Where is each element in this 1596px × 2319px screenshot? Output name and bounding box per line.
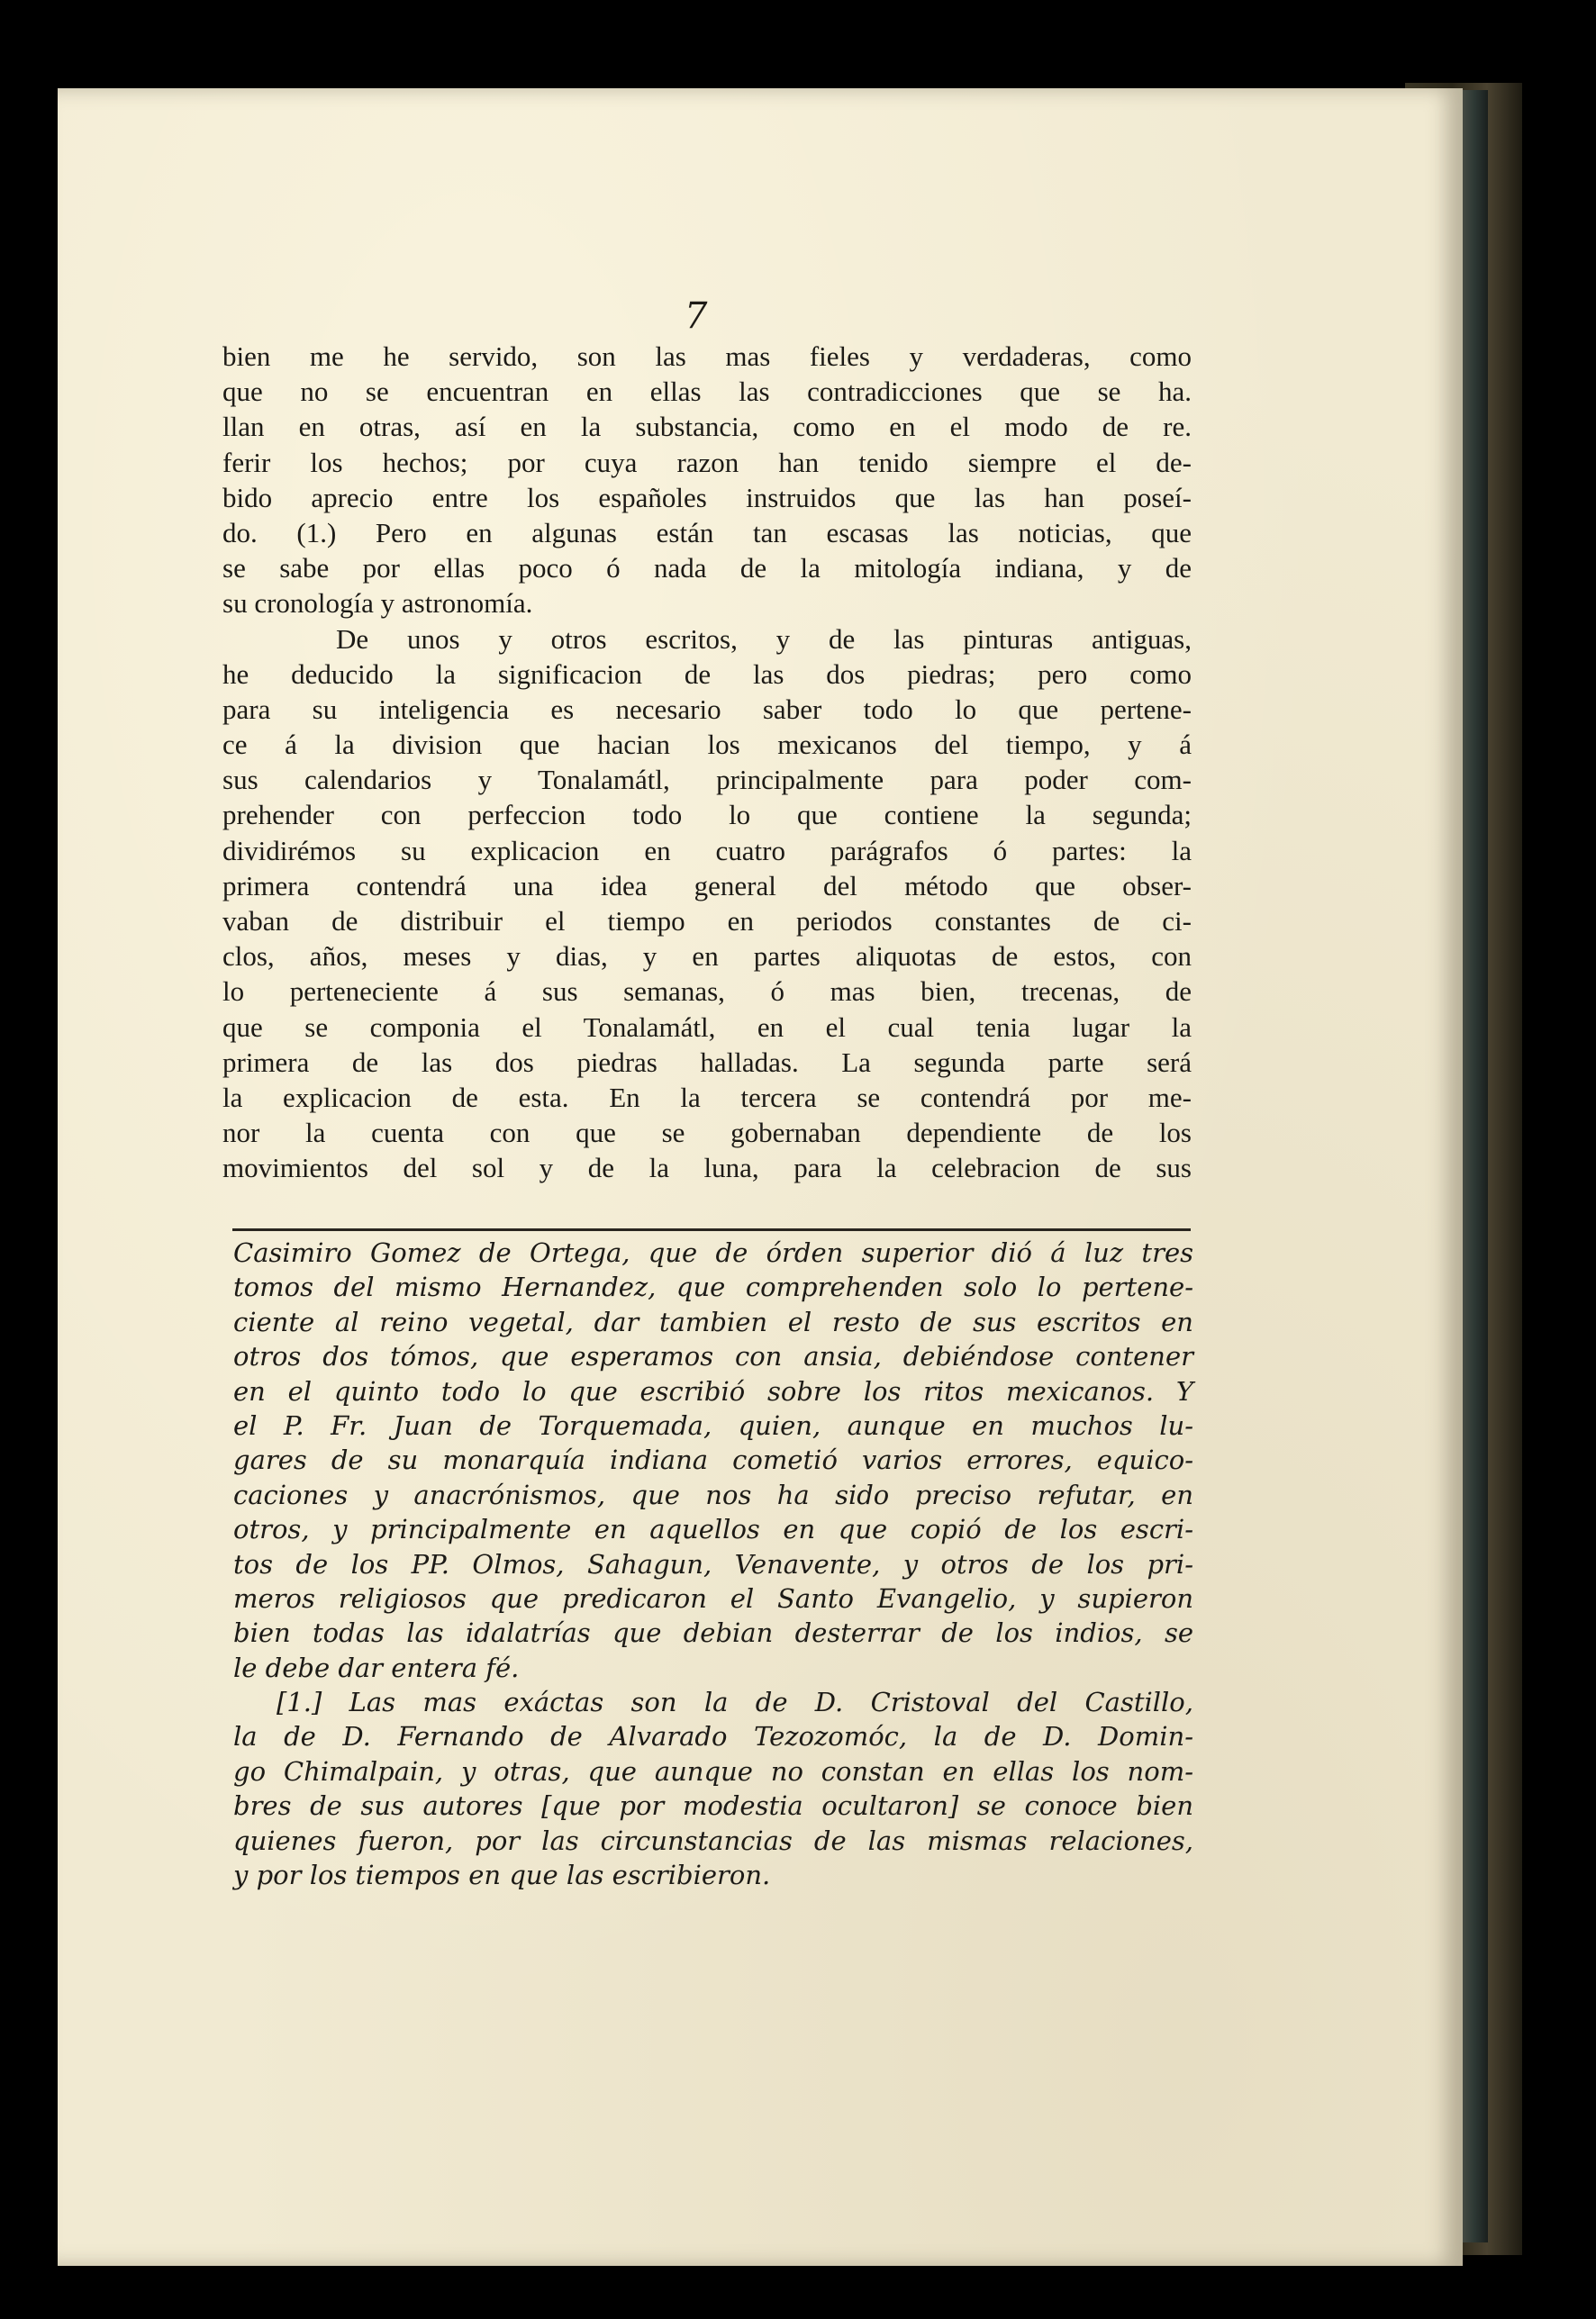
page-number: 7	[685, 295, 708, 337]
text-line: bido aprecio entre los españoles instruidos que las han poseí-	[222, 481, 1192, 513]
footnote-line: go Chimalpain, y otras, que aunque no constan en ellas los nom-	[233, 1755, 1193, 1787]
footnote-line: ciente al reino vegetal, dar tambien el resto de sus escritos en	[233, 1306, 1193, 1337]
text-line: primera de las dos piedras halladas. La segunda parte será	[222, 1046, 1192, 1078]
footnote-line: y por los tiempos en que las escribieron.	[233, 1860, 771, 1891]
text-line: ferir los hechos; por cuya razon han tenido siempre el de-	[222, 446, 1192, 478]
text-line: bien me he servido, son las mas fieles y verdaderas, como	[222, 340, 1192, 372]
text-line: clos, años, meses y dias, y en partes aliquotas de estos, con	[222, 940, 1192, 973]
text-line: prehender con perfeccion todo lo que contiene la segunda;	[222, 799, 1192, 831]
footnote-line: meros religiosos que predicaron el Santo Evangelio, y supieron	[233, 1582, 1193, 1614]
footnote-line: otros dos tómos, que esperamos con ansia, debiéndose contener	[233, 1341, 1193, 1372]
text-line: la explicacion de esta. En la tercera se contendrá por me-	[222, 1081, 1192, 1113]
footnote-line: gares de su monarquía indiana cometió varios errores, equico-	[233, 1445, 1193, 1476]
text-line: dividirémos su explicacion en cuatro parágrafos ó partes: la	[222, 834, 1192, 866]
footnotes	[233, 1236, 1193, 1892]
footnote-line: Casimiro Gomez de Ortega, que de órden superior dió á luz tres	[233, 1237, 1193, 1268]
text-line: lo perteneciente á sus semanas, ó mas bien, trecenas, de	[222, 975, 1192, 1008]
text-line: su cronología y astronomía.	[222, 587, 533, 620]
footnote-line: tomos del mismo Hernandez, que comprehenden solo lo pertene-	[233, 1272, 1193, 1303]
footnote-line: en el quinto todo lo que escribió sobre los ritos mexicanos. Y	[233, 1375, 1193, 1407]
text-line: que se componia el Tonalamátl, en el cual tenia lugar la	[222, 1010, 1192, 1043]
footnote-line: le debe dar entera fé.	[233, 1652, 520, 1683]
footnote-start-line: [1.] Las mas exáctas son la de D. Cristoval del Castillo,	[277, 1687, 1193, 1718]
text-line: do. (1.) Pero en algunas están tan escasas las noticias, que	[222, 516, 1192, 548]
footnote-line: caciones y anacrónismos, que nos ha sido preciso refutar, en	[233, 1479, 1193, 1510]
text-line: que no se encuentran en ellas las contradicciones que se ha.	[222, 376, 1192, 408]
text-line: vaban de distribuir el tiempo en periodos constantes de ci-	[222, 905, 1192, 937]
text-line: llan en otras, así en la substancia, como en el modo de re.	[222, 411, 1192, 443]
text-line: se sabe por ellas poco ó nada de la mitología indiana, y de	[222, 552, 1192, 584]
footnote-line: el P. Fr. Juan de Torquemada, quien, aunque en muchos lu-	[233, 1409, 1193, 1441]
text-line: ce á la division que hacian los mexicanos del tiempo, y á	[222, 729, 1192, 761]
main-text	[222, 339, 1192, 1186]
footnote-line: bres de sus autores [que por modestia ocultaron] se conoce bien	[233, 1790, 1193, 1822]
text-line: para su inteligencia es necesario saber todo lo que pertene-	[222, 693, 1192, 725]
text-line: sus calendarios y Tonalamátl, principalmente para poder com-	[222, 764, 1192, 796]
text-line: primera contendrá una idea general del método que obser-	[222, 869, 1192, 901]
footnote-line: quienes fueron, por las circunstancias de las mismas relaciones,	[233, 1825, 1193, 1856]
text-line: nor la cuenta con que se gobernaban dependiente de los	[222, 1117, 1192, 1149]
footnote-line: otros, y principalmente en aquellos en que copió de los escri-	[233, 1514, 1193, 1545]
text-line: movimientos del sol y de la luna, para la celebracion de sus	[222, 1152, 1192, 1184]
footnote-rule	[232, 1228, 1191, 1231]
paragraph-start-line: De unos y otros escritos, y de las pinturas antiguas,	[336, 622, 1192, 655]
text-line: he deducido la significacion de las dos piedras; pero como	[222, 657, 1192, 690]
footnote-line: tos de los PP. Olmos, Sahagun, Venavente, y otros de los pri-	[233, 1548, 1193, 1580]
footnote-line: la de D. Fernando de Alvarado Tezozomóc, la de D. Domin-	[233, 1721, 1193, 1753]
footnote-line: bien todas las idalatrías que debian desterrar de los indios, se	[233, 1617, 1193, 1649]
